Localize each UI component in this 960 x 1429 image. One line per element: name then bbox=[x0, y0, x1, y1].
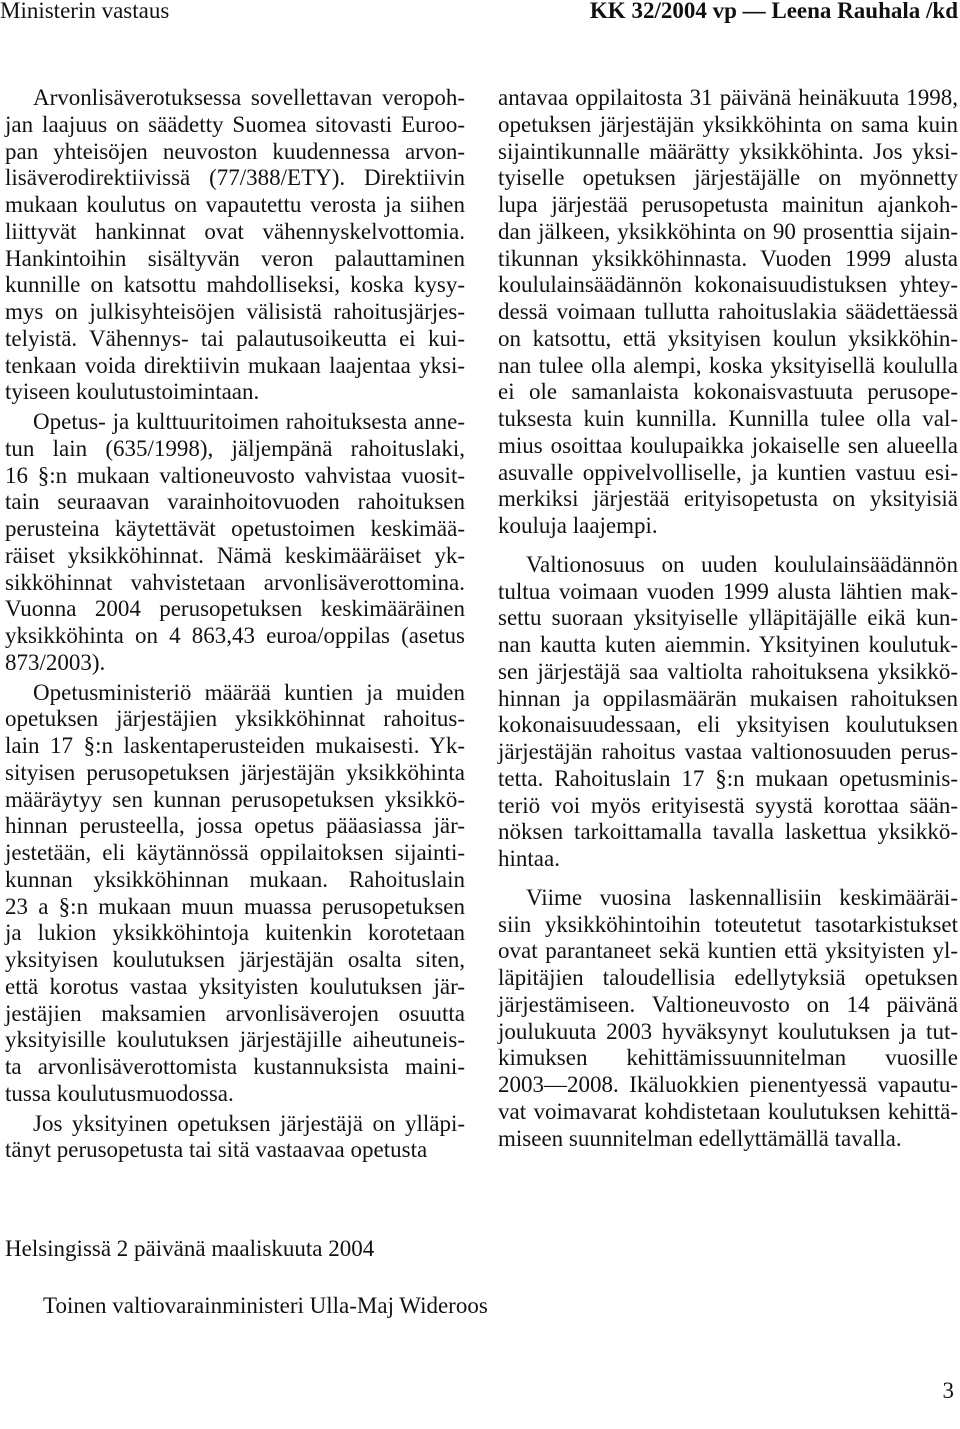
text-line: siin yksikköhintoihin toteutetut tasotarkistukset bbox=[498, 911, 958, 937]
text-line: tetta. Rahoituslain 17 §:n mukaan opetusminis- bbox=[498, 765, 958, 791]
text-line: kunnan yksikköhinnan mukaan. Rahoituslain bbox=[5, 866, 465, 892]
text-line: hinnan perusteella, jossa opetus pääasiassa jär- bbox=[5, 813, 465, 839]
text-line: on katsottu, että yksityisen koulun yksikköhin- bbox=[498, 325, 958, 351]
text-line: tuksesta kuin kunnilla. Kunnilla tulee olla val- bbox=[498, 406, 958, 431]
text-line: tenkaan voida direktiivin mukaan laajentaa yksi- bbox=[5, 352, 465, 378]
text-line: liittyvät hankinnat ovat vähennyskelvottomia. bbox=[5, 218, 465, 244]
text-line: jestäjien maksamien arvonlisäverojen osuutta bbox=[5, 1000, 465, 1026]
paragraph bbox=[5, 85, 465, 406]
text-line: koululainsäädännön kokonaisuudistuksen yhtey- bbox=[498, 272, 958, 298]
text-line: lain 17 §:n laskentaperusteiden mukaisesti. Yk- bbox=[5, 733, 465, 758]
text-line: ei ole samanlaista kokonaisvastuuta perusope- bbox=[498, 379, 958, 405]
text-line: 16 §:n mukaan valtioneuvosto vahvistaa vuosit- bbox=[5, 462, 465, 488]
text-line: telyistä. Vähennys- tai palautusoikeutta ei kui- bbox=[5, 325, 465, 351]
text-line: kouluja laajempi. bbox=[498, 513, 658, 538]
text-line: sityisen perusopetuksen järjestäjän yksikköhinta bbox=[5, 759, 465, 785]
text-line: yksityisille koulutuksen järjestäjille aiheutuneis- bbox=[5, 1027, 465, 1053]
text-line: tyiseen koulutustoimintaan. bbox=[5, 379, 260, 405]
text-line: järjestäjän rahoitus vastaa valtionosuuden perus- bbox=[498, 739, 958, 764]
text-line: vat voimavarat kohdistetaan koulutuksen kehittä- bbox=[498, 1098, 958, 1124]
text-line: hinnan ja oppilasmäärän mukaisen rahoituksen bbox=[498, 685, 958, 711]
text-line: merkiksi järjestää erityisopetusta on yksityisiä bbox=[498, 486, 958, 512]
text-line: asuvalle oppivelvolliselle, ja kuntien vastuu esi- bbox=[498, 459, 958, 485]
text-line: pan yhteisöjen neuvoston kuudennessa arvon- bbox=[5, 138, 465, 164]
paragraph bbox=[5, 409, 465, 677]
text-line: 873/2003). bbox=[5, 649, 106, 675]
text-line: sijaintikunnalle määrätty yksikköhinta. Jos yksi- bbox=[498, 138, 958, 164]
text-line: Opetusministeriö määrää kuntien ja muiden bbox=[33, 679, 465, 705]
text-line: tultua voimaan vuoden 1999 alusta lähtien mak- bbox=[498, 578, 958, 604]
text-line: 23 a §:n mukaan muun muassa perusopetuksen bbox=[5, 893, 465, 919]
text-line: tain seuraavan varainhoitovuoden rahoituksen bbox=[5, 489, 465, 515]
text-line: Hankintoihin sisältyvän veron palauttaminen bbox=[5, 245, 465, 271]
text-line: dan jälkeen, yksikköhinta on 90 prosenttia sijain- bbox=[498, 218, 958, 244]
text-line: räiset yksikköhinnat. Nämä keskimääräiset yk- bbox=[5, 542, 465, 568]
text-line: jestetään, eli käytännössä oppilaitoksen sijainti- bbox=[5, 840, 465, 865]
text-line: nan tulee olla alempi, koska yksityisellä koululla bbox=[498, 352, 958, 378]
left-column bbox=[5, 85, 465, 1164]
paragraph-continued bbox=[498, 85, 958, 540]
text-line: hintaa. bbox=[498, 846, 560, 871]
text-line: sikköhinnat vahvistetaan arvonlisäverottomina. bbox=[5, 569, 465, 595]
text-line: nöksen tarkoittamalla tavalla laskettua yksikkö- bbox=[498, 819, 958, 845]
text-line: mius osoittaa koulupaikka jokaiselle sen alueella bbox=[498, 432, 958, 458]
text-line: opetuksen järjestäjien yksikköhinnat rahoitus- bbox=[5, 706, 465, 732]
text-line: dessä voimaan tullutta rahoituslakia säädettäessä bbox=[498, 299, 958, 324]
text-line: Viime vuosina laskennallisiin keskimääräi- bbox=[526, 884, 958, 910]
text-line: jan laajuus on säädetty Suomea sitovasti Euroo- bbox=[5, 111, 465, 137]
text-line: yksityisen koulutuksen järjestäjän osalta siten, bbox=[5, 947, 465, 972]
text-line: Jos yksityinen opetuksen järjestäjä on ylläpi- bbox=[33, 1110, 465, 1136]
text-line: kunnille on katsottu mahdolliseksi, koska kysy- bbox=[5, 272, 465, 298]
text-line: tyiselle opetuksen järjestäjälle on myönnetty bbox=[498, 165, 958, 191]
text-line: miseen suunnitelman edellyttämällä tavalla. bbox=[498, 1125, 902, 1151]
text-line: nan kautta kuten aiemmin. Yksityinen koulutuk- bbox=[498, 632, 958, 657]
text-line: joulukuuta 2003 hyväksynyt koulutuksen ja tut- bbox=[498, 1018, 958, 1044]
text-line: tänyt perusopetusta tai sitä vastaavaa opetusta bbox=[5, 1137, 428, 1163]
text-line: kokonaisuudessaan, eli yksityisen koulutuksen bbox=[498, 712, 958, 738]
running-header-section: Ministerin vastaus bbox=[0, 0, 170, 23]
text-line: tussa koulutusmuodossa. bbox=[5, 1080, 234, 1106]
text-line: että korotus vastaa yksityisten koulutuksen jär- bbox=[5, 973, 465, 999]
text-line: lisäverodirektiivissä (77/388/ETY). Direktiivin bbox=[5, 165, 465, 191]
text-line: lupa järjestää perusopetusta mainitun ajankoh- bbox=[498, 192, 958, 217]
text-line: mys on julkisyhteisöjen välisistä rahoitusjärjes- bbox=[5, 299, 465, 324]
paragraph bbox=[498, 885, 958, 1153]
text-line: Vuonna 2004 perusopetuksen keskimääräinen bbox=[5, 596, 465, 622]
text-line: määräytyy sen kunnan perusopetuksen yksikkö- bbox=[5, 786, 465, 812]
paragraph bbox=[5, 1111, 465, 1165]
text-line: ja lukion yksikköhintoja kuitenkin korotetaan bbox=[5, 920, 465, 946]
signature-place-date: Helsingissä 2 päivänä maaliskuuta 2004 bbox=[5, 1236, 375, 1261]
text-line: tikunnan yksikköhinnasta. Vuoden 1999 alusta bbox=[498, 245, 958, 271]
text-line: Valtionosuus on uuden koululainsäädännön bbox=[526, 551, 958, 577]
text-line: läpitäjien taloudellisia edellytyksiä opetuksen bbox=[498, 965, 958, 990]
paragraph bbox=[498, 552, 958, 873]
text-line: ta arvonlisäverottomista kustannuksista maini- bbox=[5, 1054, 465, 1079]
text-line: opetuksen järjestäjän yksikköhinta on sama kuin bbox=[498, 111, 958, 137]
text-line: ovat parantaneet sekä kuntien että yksityisten yl- bbox=[498, 938, 958, 964]
signatory-line: Toinen valtiovarainministeri Ulla-Maj Wideroos bbox=[43, 1293, 488, 1318]
text-line: settu suoraan yksityiselle ylläpitäjälle eikä kun- bbox=[498, 605, 958, 631]
text-line: perusteina käytettävät opetustoimen keskimää- bbox=[5, 516, 465, 541]
text-line: tun lain (635/1998), jäljempänä rahoituslaki, bbox=[5, 435, 465, 461]
page-number: 3 bbox=[942, 1378, 954, 1403]
running-header-reference: KK 32/2004 vp — Leena Rauhala /kd bbox=[589, 0, 958, 23]
text-line: Opetus- ja kulttuuritoimen rahoituksesta anne- bbox=[33, 409, 465, 434]
text-line: Arvonlisäverotuksessa sovellettavan veropoh- bbox=[33, 85, 465, 110]
text-line: teriö voi myös erityisestä syystä korottaa sään- bbox=[498, 792, 958, 818]
text-line: 2003—2008. Ikäluokkien pienentyessä vapautu- bbox=[498, 1072, 958, 1097]
text-line: sen järjestäjä saa valtiolta rahoituksena yksikkö- bbox=[498, 658, 958, 684]
text-line: yksikköhinta on 4 863,43 euroa/oppilas (asetus bbox=[5, 623, 465, 648]
right-column bbox=[498, 85, 958, 1152]
text-line: antavaa oppilaitosta 31 päivänä heinäkuuta 1998, bbox=[498, 85, 958, 110]
paragraph bbox=[5, 680, 465, 1108]
text-line: järjestämiseen. Valtioneuvosto on 14 päivänä bbox=[498, 991, 958, 1017]
text-line: mukaan koulutus on vapautettu verosta ja siihen bbox=[5, 192, 465, 217]
text-line: kimuksen kehittämissuunnitelman vuosille bbox=[498, 1045, 958, 1071]
